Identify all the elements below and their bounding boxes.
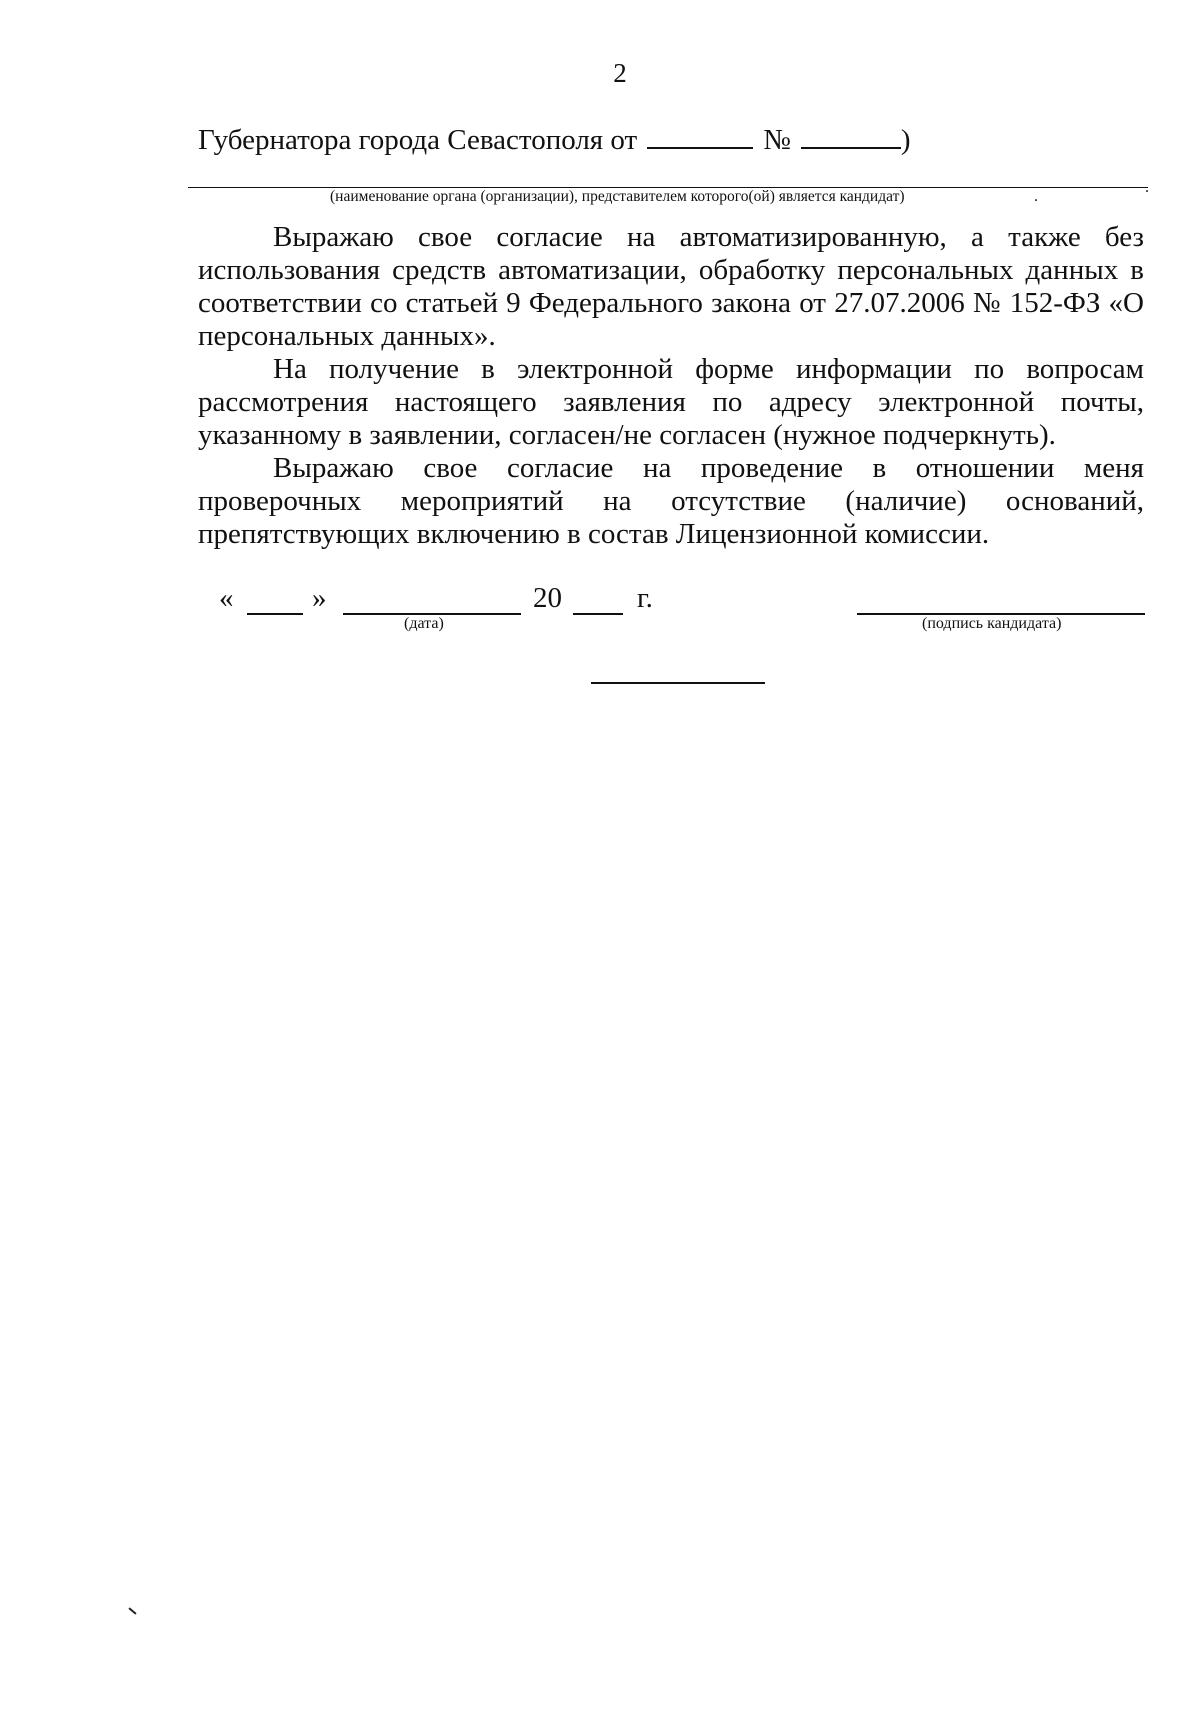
consent-text [198, 221, 1144, 551]
heading-closing-paren: ) [900, 124, 911, 156]
page-number: 2 [613, 58, 627, 88]
signature-caption: (подпись кандидата) [922, 615, 1062, 632]
close-quote: » [312, 582, 327, 614]
date-blank [647, 121, 753, 149]
day-blank [247, 613, 303, 615]
heading-text: Губернатора города Севастополя от [198, 124, 638, 156]
open-quote: « [219, 582, 234, 614]
end-rule [591, 682, 765, 684]
caption-dot: . [1034, 188, 1038, 205]
number-sign: № [763, 124, 791, 156]
rule-dot: . [1145, 179, 1149, 196]
year-prefix: 20 [533, 582, 562, 614]
number-blank [801, 121, 901, 149]
year-blank [573, 613, 623, 615]
year-suffix: г. [637, 582, 653, 614]
paragraph-verification-consent: Выражаю свое согласие на проведение в отношении меня проверочных мероприятий на отсутствие (наличие) оснований, препятствующих включению в состав Лицензионной комиссии. [198, 452, 1144, 550]
date-caption: (дата) [404, 615, 444, 632]
paragraph-email-consent: На получение в электронной форме информации по вопросам рассмотрения настоящего заявления по адресу электронной почты, указанному в заявлении, согласен/не согласен (нужное подчеркнуть). [198, 353, 1144, 451]
scan-speck [128, 1607, 136, 1614]
signature-block [0, 582, 1200, 642]
paragraph-data-consent: Выражаю свое согласие на автоматизированную, а также без использования средств автоматизации, обработку персональных данных в соответствии со статьей 9 Федерального закона от 27.07.2006 № 152-ФЗ «О персональных данных». [198, 221, 1144, 352]
organization-caption: (наименование органа (организации), представителем которого(ой) является кандидат) [330, 188, 905, 205]
heading-line [198, 121, 911, 157]
